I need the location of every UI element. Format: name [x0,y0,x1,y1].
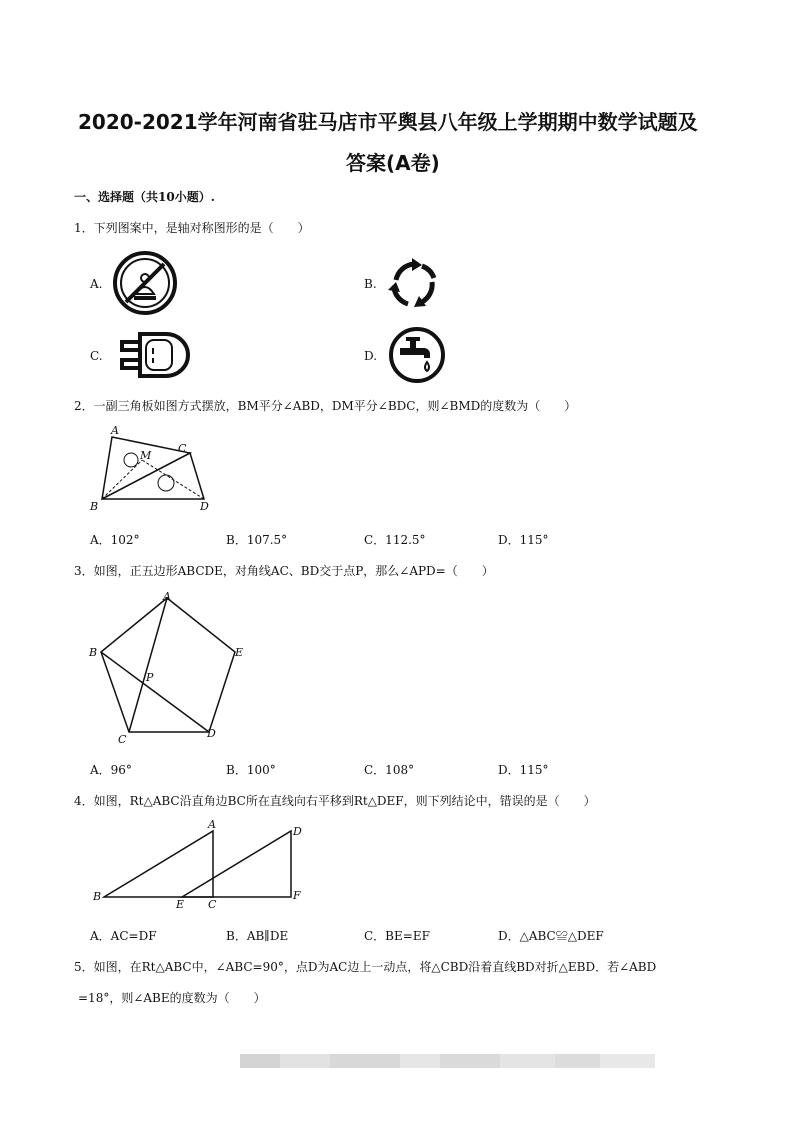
q4-translation-diagram [96,825,306,905]
recycle-icon [386,256,442,312]
q3-pentagon-diagram [90,590,260,750]
question-5-line2: =18°，则∠ABE的度数为（ ） [78,991,266,1005]
q4-label-a: A [208,818,216,831]
q3-option-b: B．100° [226,763,276,777]
q3-label-b: B [89,646,98,659]
q3-label-d: D [207,727,216,740]
q1-option-a-label: A. [90,277,103,291]
q3-option-a: A．96° [90,763,132,777]
question-3-text: 3．如图，正五边形ABCDE，对角线AC、BD交于点P，那么∠APD=（ ） [74,564,494,578]
q2-label-b: B [90,500,99,513]
question-1-text: 1．下列图案中，是轴对称图形的是（ ） [74,221,310,235]
q2-option-c: C．112.5° [364,533,426,547]
q2-label-m: M [140,449,152,462]
q4-option-b: B．AB∥DE [226,929,289,943]
question-4-text: 4．如图，Rt△ABC沿直角边BC所在直线向右平移到Rt△DEF，则下列结论中，错误的是（ ） [74,794,596,808]
plug-icon [116,330,192,380]
q2-label-a: A [111,424,119,437]
q1-option-c-label: C. [90,349,103,363]
q3-label-c: C [118,733,127,746]
q3-option-c: C．108° [364,763,415,777]
q4-option-a: A．AC=DF [90,929,157,943]
q2-label-d: D [200,500,209,513]
q2-option-d: D．115° [498,533,549,547]
q4-label-c: C [208,898,217,911]
q2-option-b: B．107.5° [226,533,288,547]
page-title-line1: 2020-2021学年河南省驻马店市平舆县八年级上学期期中数学试题及 [78,110,698,134]
q3-label-p: P [146,671,154,684]
question-2-text: 2．一副三角板如图方式摆放，BM平分∠ABD，DM平分∠BDC，则∠BMD的度数为（ ） [74,399,577,413]
q3-label-e: E [235,646,244,659]
q3-option-d: D．115° [498,763,549,777]
q2-label-c: C [178,442,187,455]
q2-option-a: A．102° [90,533,140,547]
q4-label-f: F [293,889,301,902]
question-5-line1: 5．如图，在Rt△ABC中，∠ABC=90°，点D为AC边上一动点，将△CBD沿着直线BD对折△EBD．若∠ABD [74,960,657,974]
page-title-line2: 答案(A卷) [346,151,440,175]
no-food-icon [112,250,178,316]
q4-option-d: D．△ABC≌△DEF [498,929,604,943]
q3-label-a: A [163,590,171,603]
section-heading: 一、选择题（共10小题）. [74,190,215,204]
q4-label-e: E [176,898,185,911]
q4-label-b: B [93,890,102,903]
footer-watermark [240,1054,655,1068]
q1-option-b-label: B. [364,277,377,291]
faucet-icon [388,326,446,384]
q4-label-d: D [293,825,302,838]
q1-option-d-label: D. [364,349,378,363]
q4-option-c: C．BE=EF [364,929,430,943]
